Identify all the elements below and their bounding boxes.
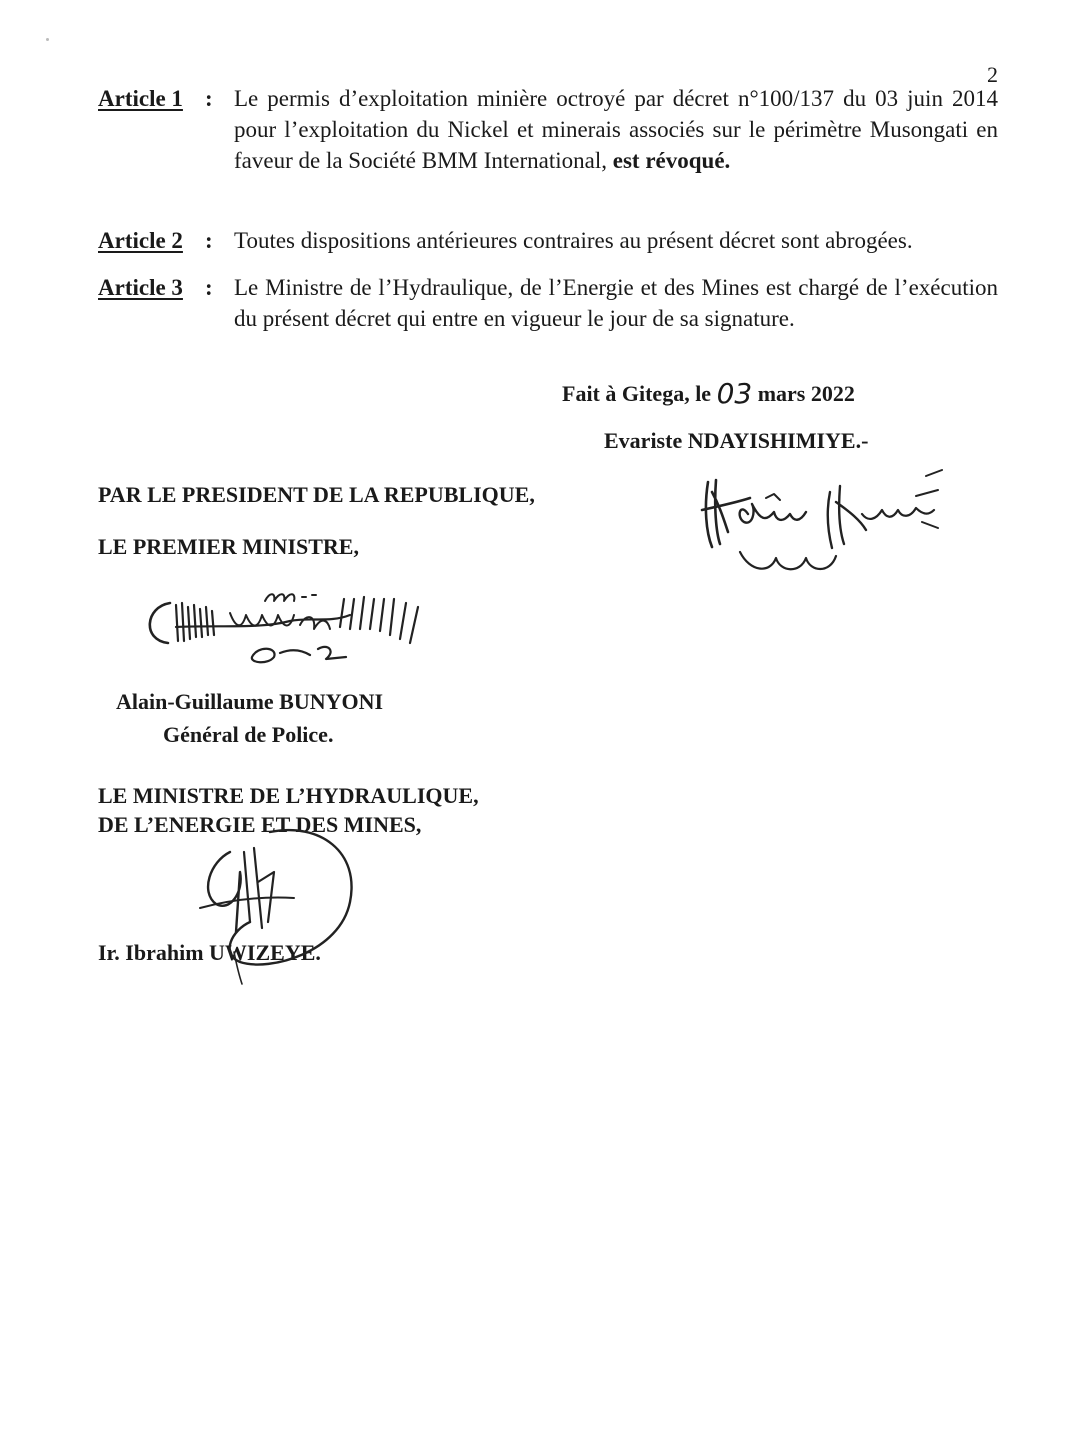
prime-minister-name: Alain-Guillaume BUNYONI (116, 689, 384, 714)
president-name: Evariste NDAYISHIMIYE.- (604, 428, 869, 453)
article-3-text: Le Ministre de l’Hydraulique, de l’Energie et des Mines est chargé de l’exécution du présent décret qui entre en vigueur le jour de sa signature. (234, 275, 998, 331)
article-1-text (234, 83, 998, 176)
scan-speck (46, 38, 49, 41)
prime-minister-signature (140, 585, 430, 670)
minister-title-line1: LE MINISTRE DE L’HYDRAULIQUE, (98, 783, 479, 808)
minister-signature (170, 812, 380, 992)
article-2-text: Toutes dispositions antérieures contraires au présent décret sont abrogées. (234, 228, 913, 253)
article-3-colon: : (205, 275, 213, 300)
prime-minister-rank: Général de Police. (163, 722, 334, 747)
president-signature (690, 462, 960, 582)
minister-name: Ir. Ibrahim UWIZEYE. (98, 940, 321, 965)
page-number: 2 (987, 62, 998, 87)
article-2 (98, 225, 998, 256)
signing-month-year: mars 2022 (757, 381, 855, 406)
signing-date (562, 375, 855, 408)
article-2-label: Article 2 (98, 228, 183, 253)
article-2-colon: : (205, 228, 213, 253)
signing-place: Fait à Gitega, le (562, 381, 712, 406)
minister-title-line2: DE L’ENERGIE ET DES MINES, (98, 812, 422, 837)
article-1-bold-tail: est révoqué. (612, 148, 731, 173)
article-1-body: Le permis d’exploitation minière octroyé par décret n°100/137 du 03 juin 2014 pour l’exploitation du Nickel et minerais associés sur le périmètre Musongati en faveur de la Société BMM International, (234, 86, 998, 173)
prime-minister-title: LE PREMIER MINISTRE, (98, 534, 359, 559)
article-1 (98, 83, 998, 176)
article-1-colon: : (205, 86, 213, 111)
article-3 (98, 272, 998, 334)
article-3-label: Article 3 (98, 275, 183, 300)
by-president-line: PAR LE PRESIDENT DE LA REPUBLIQUE, (98, 482, 535, 507)
handwritten-day: 03 (716, 377, 753, 410)
article-1-label: Article 1 (98, 86, 183, 111)
